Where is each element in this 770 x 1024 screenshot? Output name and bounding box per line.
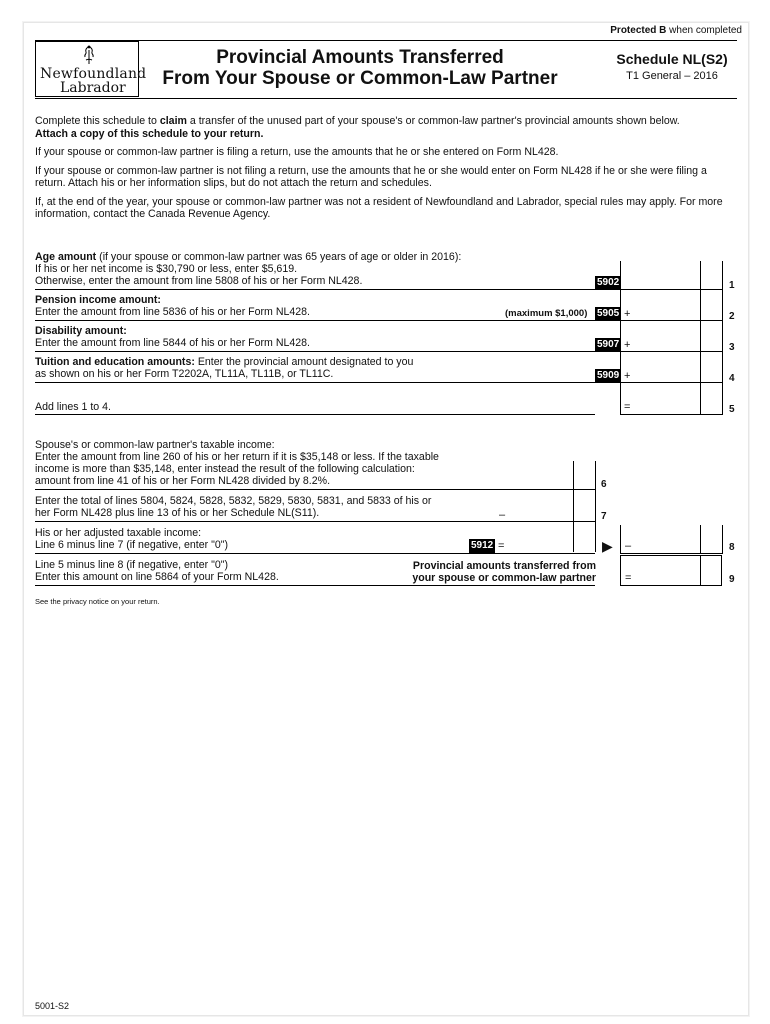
logo-text-line2: Labrador (60, 80, 126, 96)
code-5909: 5909 (597, 370, 620, 381)
equals-sign: = (498, 540, 505, 552)
transferred-amounts-label: Provincial amounts transferred from your spouse or common-law partner (412, 560, 596, 584)
amount-field-line2[interactable] (620, 292, 720, 320)
line-number-8: 8 (729, 542, 735, 553)
disability-amount-label: Disability amount: Enter the amount from line 5844 of his or her Form NL428. (35, 325, 310, 349)
schedule-id: Schedule NL(S2) T1 General – 2016 (616, 51, 728, 82)
line-number-3: 3 (729, 342, 735, 353)
tuition-amount-label: Tuition and education amounts: Enter the provincial amount designated to you as shown on his or her Form T2202A, TL11A, TL11B, or TL11C. (35, 356, 414, 380)
plus-sign: + (624, 339, 631, 351)
form-title: Provincial Amounts Transferred From Your Spouse or Common-Law Partner (162, 47, 558, 89)
amount-field-line3[interactable] (620, 323, 720, 351)
logo-text-line1: Newfoundland (40, 66, 147, 82)
amount-field-line4[interactable] (620, 354, 720, 382)
line-number-7: 7 (601, 511, 607, 522)
spouse-taxable-income-label: Spouse's or common-law partner's taxable income: Enter the amount from line 260 of his or her return if it is $35,148 or less. If the taxable income is more than $35,148, enter instead the result of the following calculation: amount from line 41 of his or her Form NL428 divided by 8.2%. (35, 439, 439, 487)
amount-field-line7[interactable] (495, 492, 595, 521)
line-number-6: 6 (601, 479, 607, 490)
instruction-claim: Complete this schedule to claim a transfer of the unused part of your spouse's or common-law partner's provincial amounts shown below. Attach a copy of this schedule to your return. (35, 115, 680, 140)
code-5905: 5905 (597, 308, 620, 319)
instruction-filing: If your spouse or common-law partner is filing a return, use the amounts that he or she entered on Form NL428. (35, 146, 559, 158)
code-5912: 5912 (471, 540, 494, 551)
pension-max-note: (maximum $1,000) (505, 308, 588, 319)
form-page (23, 22, 749, 1016)
amount-field-line9[interactable] (620, 555, 722, 586)
pension-amount-label: Pension income amount: Enter the amount from line 5836 of his or her Form NL428. (35, 294, 310, 318)
equals-sign: = (625, 572, 632, 584)
add-lines-label: Add lines 1 to 4. (35, 401, 111, 413)
arrow-right-icon: ▶ (602, 538, 613, 554)
line-number-9: 9 (729, 574, 735, 585)
plus-sign: + (624, 370, 631, 382)
privacy-notice: See the privacy notice on your return. (35, 597, 160, 606)
equals-sign: = (624, 401, 631, 413)
instruction-nonresident: If, at the end of the year, your spouse or common-law partner was not a resident of Newfoundland and Labrador, special rules may apply. For more information, contact the Canada Revenue Agency. (35, 195, 723, 220)
form-code: 5001-S2 (35, 1001, 70, 1011)
age-amount-label: Age amount (if your spouse or common-law partner was 65 years of age or older in 2016): If his or her net income is $30,790 or less, enter $5,619. Otherwise, enter the amount from line 5808 of his or her Form NL428. (35, 251, 462, 287)
line9-label: Line 5 minus line 8 (if negative, enter "0") Enter this amount on line 5864 of your Form NL428. (35, 559, 279, 583)
nl-logo (35, 41, 147, 97)
instruction-not-filing: If your spouse or common-law partner is not filing a return, use the amounts that he or she would enter on Form NL428 if he or she were filing a return. Attach his or her information slips, but do not attach the return and schedules. (35, 164, 707, 189)
form-header (35, 40, 737, 99)
amount-field-line6[interactable] (495, 461, 595, 489)
protected-b-notice: Protected B when completed (610, 25, 742, 36)
amount-field-line8[interactable] (620, 525, 720, 554)
code-5902: 5902 (597, 277, 620, 288)
amount-field-line8-left[interactable] (495, 524, 595, 553)
minus-sign: – (499, 509, 506, 521)
amount-field-line1[interactable] (620, 261, 720, 289)
instructions (35, 115, 739, 227)
line-number-1: 1 (729, 280, 735, 291)
line-number-2: 2 (729, 311, 735, 322)
line-number-5: 5 (729, 404, 735, 415)
code-5907: 5907 (597, 339, 620, 350)
pitcher-plant-icon (80, 44, 98, 66)
minus-sign: – (625, 540, 632, 552)
deductions-total-label: Enter the total of lines 5804, 5824, 5828, 5832, 5829, 5830, 5831, and 5833 of his or her Form NL428 plus line 13 of his or her Schedule NL(S11). (35, 495, 432, 519)
amount-field-line5[interactable] (620, 385, 720, 414)
adjusted-taxable-income-label: His or her adjusted taxable income: Line 6 minus line 7 (if negative, enter "0") (35, 527, 229, 551)
plus-sign: + (624, 308, 631, 320)
line-number-4: 4 (729, 373, 735, 384)
